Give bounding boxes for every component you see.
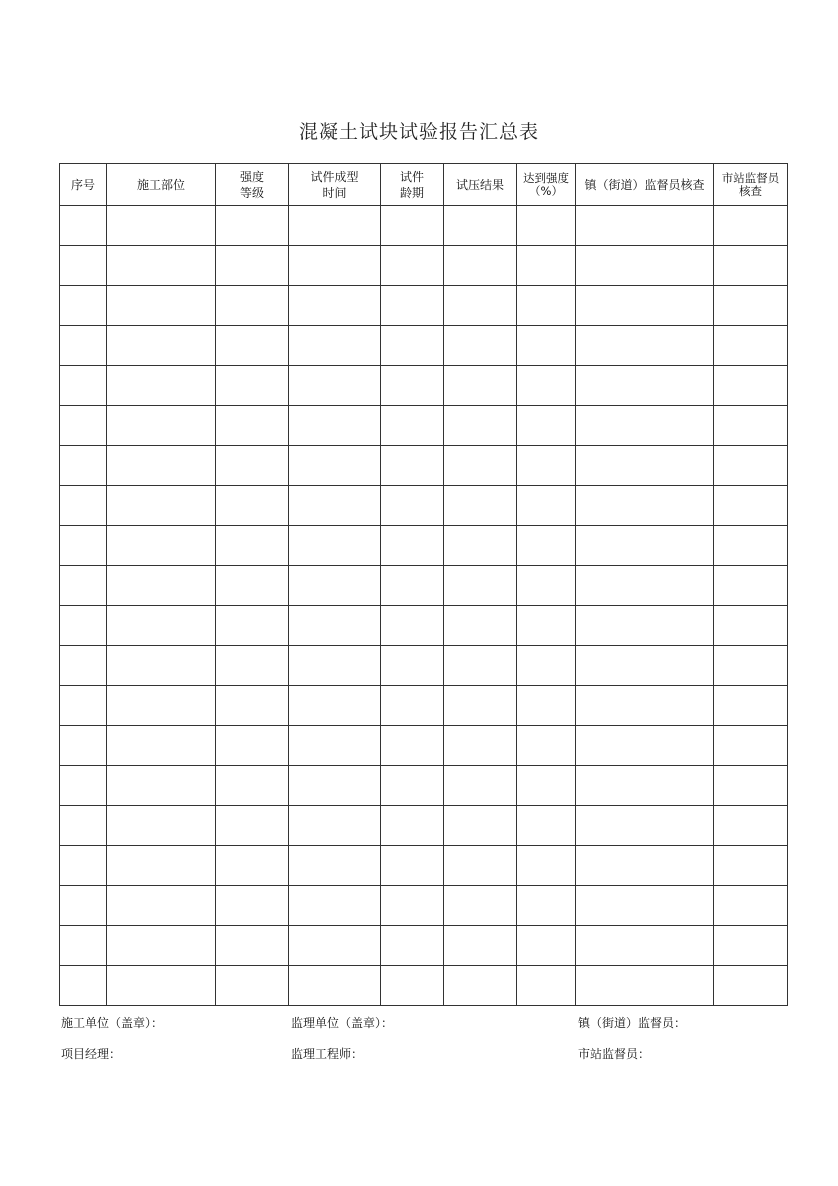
table-cell[interactable]: [444, 766, 517, 806]
table-cell[interactable]: [517, 246, 576, 286]
supervision-unit-label: 监理单位（盖章）：: [291, 1016, 394, 1030]
table-row: [60, 206, 788, 246]
table-cell[interactable]: [576, 966, 714, 1006]
table-cell[interactable]: [216, 806, 289, 846]
table-cell[interactable]: [576, 686, 714, 726]
table-cell[interactable]: [576, 446, 714, 486]
table-cell[interactable]: [289, 926, 381, 966]
table-cell[interactable]: [289, 406, 381, 446]
table-cell[interactable]: [576, 406, 714, 446]
table-cell[interactable]: [107, 526, 216, 566]
table-cell[interactable]: [576, 886, 714, 926]
table-cell[interactable]: [444, 646, 517, 686]
table-cell[interactable]: [289, 366, 381, 406]
table-cell[interactable]: [107, 726, 216, 766]
table-cell[interactable]: [444, 606, 517, 646]
table-cell[interactable]: [381, 486, 444, 526]
table-row: [60, 606, 788, 646]
table-cell[interactable]: [517, 366, 576, 406]
table-cell[interactable]: [714, 286, 788, 326]
table-cell[interactable]: [107, 406, 216, 446]
table-cell[interactable]: [576, 526, 714, 566]
table-cell[interactable]: [381, 406, 444, 446]
table-cell[interactable]: [216, 966, 289, 1006]
table-row: [60, 886, 788, 926]
table-row: [60, 326, 788, 366]
table-cell[interactable]: [107, 806, 216, 846]
table-cell[interactable]: [107, 766, 216, 806]
table-cell[interactable]: [517, 646, 576, 686]
table-cell[interactable]: [289, 726, 381, 766]
table-cell[interactable]: [444, 246, 517, 286]
column-header-line: 时间: [322, 185, 347, 200]
table-cell[interactable]: [381, 646, 444, 686]
column-header: [107, 164, 216, 206]
table-cell[interactable]: [216, 286, 289, 326]
table-row: [60, 366, 788, 406]
table-cell[interactable]: [60, 526, 107, 566]
table-cell[interactable]: [444, 846, 517, 886]
table-cell[interactable]: [444, 446, 517, 486]
table-cell[interactable]: [517, 806, 576, 846]
table-cell[interactable]: [289, 806, 381, 846]
table-cell[interactable]: [381, 846, 444, 886]
table-cell[interactable]: [714, 326, 788, 366]
table-cell[interactable]: [289, 486, 381, 526]
table-cell[interactable]: [60, 446, 107, 486]
table-cell[interactable]: [107, 366, 216, 406]
table-cell[interactable]: [107, 566, 216, 606]
table-row: [60, 926, 788, 966]
table-cell[interactable]: [381, 246, 444, 286]
table-cell[interactable]: [714, 846, 788, 886]
table-cell[interactable]: [714, 886, 788, 926]
table-cell[interactable]: [444, 566, 517, 606]
table-cell[interactable]: [576, 566, 714, 606]
table-cell[interactable]: [517, 206, 576, 246]
table-cell[interactable]: [216, 526, 289, 566]
table-cell[interactable]: [444, 486, 517, 526]
column-header: [444, 164, 517, 206]
table-cell[interactable]: [107, 486, 216, 526]
table-cell[interactable]: [289, 246, 381, 286]
table-row: [60, 846, 788, 886]
table-row: [60, 526, 788, 566]
column-header-line: 试件: [399, 169, 424, 184]
table-cell[interactable]: [216, 646, 289, 686]
table-cell[interactable]: [216, 486, 289, 526]
table-cell[interactable]: [60, 926, 107, 966]
table-cell[interactable]: [381, 286, 444, 326]
table-cell[interactable]: [576, 486, 714, 526]
table-cell[interactable]: [216, 886, 289, 926]
column-header: [216, 164, 289, 206]
table-cell[interactable]: [714, 566, 788, 606]
table-cell[interactable]: [289, 686, 381, 726]
table-cell[interactable]: [289, 206, 381, 246]
table-cell[interactable]: [444, 686, 517, 726]
column-header: [60, 164, 107, 206]
table-row: [60, 406, 788, 446]
table-cell[interactable]: [216, 206, 289, 246]
table-cell[interactable]: [576, 326, 714, 366]
table-cell[interactable]: [444, 966, 517, 1006]
table-cell[interactable]: [517, 526, 576, 566]
table-cell[interactable]: [289, 566, 381, 606]
table-cell[interactable]: [289, 326, 381, 366]
table-cell[interactable]: [60, 606, 107, 646]
table-cell[interactable]: [444, 286, 517, 326]
table-cell[interactable]: [381, 966, 444, 1006]
table-cell[interactable]: [517, 446, 576, 486]
table-cell[interactable]: [381, 726, 444, 766]
table-cell[interactable]: [216, 726, 289, 766]
table-row: [60, 486, 788, 526]
table-cell[interactable]: [714, 206, 788, 246]
table-cell[interactable]: [289, 766, 381, 806]
table-cell[interactable]: [289, 286, 381, 326]
table-cell[interactable]: [381, 766, 444, 806]
table-cell[interactable]: [381, 446, 444, 486]
table-cell[interactable]: [60, 486, 107, 526]
table-cell[interactable]: [216, 566, 289, 606]
table-cell[interactable]: [60, 286, 107, 326]
town-supervisor-label: 镇（街道）监督员：: [578, 1016, 687, 1030]
table-cell[interactable]: [107, 206, 216, 246]
table-cell[interactable]: [517, 926, 576, 966]
table-cell[interactable]: [107, 246, 216, 286]
table-cell[interactable]: [517, 686, 576, 726]
table-cell[interactable]: [216, 326, 289, 366]
table-cell[interactable]: [289, 606, 381, 646]
table-cell[interactable]: [714, 686, 788, 726]
table-cell[interactable]: [107, 606, 216, 646]
table-row: [60, 646, 788, 686]
table-cell[interactable]: [714, 726, 788, 766]
column-header-line: 镇（街道）监督员核查: [584, 177, 705, 192]
table-cell[interactable]: [714, 486, 788, 526]
table-cell[interactable]: [107, 846, 216, 886]
table-cell[interactable]: [60, 966, 107, 1006]
table-cell[interactable]: [576, 806, 714, 846]
table-cell[interactable]: [381, 806, 444, 846]
table-cell[interactable]: [517, 286, 576, 326]
table-cell[interactable]: [576, 246, 714, 286]
table-cell[interactable]: [381, 606, 444, 646]
table-cell[interactable]: [381, 366, 444, 406]
summary-table: [59, 163, 788, 1006]
table-cell[interactable]: [289, 646, 381, 686]
table-cell[interactable]: [107, 286, 216, 326]
table-cell[interactable]: [517, 726, 576, 766]
column-header: [289, 164, 381, 206]
table-cell[interactable]: [60, 846, 107, 886]
table-cell[interactable]: [444, 726, 517, 766]
table-cell[interactable]: [714, 366, 788, 406]
table-cell[interactable]: [444, 806, 517, 846]
table-cell[interactable]: [381, 526, 444, 566]
table-cell[interactable]: [576, 766, 714, 806]
table-cell[interactable]: [289, 846, 381, 886]
column-header-line: 等级: [239, 185, 264, 200]
table-cell[interactable]: [60, 246, 107, 286]
table-cell[interactable]: [714, 446, 788, 486]
table-row: [60, 686, 788, 726]
table-cell[interactable]: [60, 726, 107, 766]
column-header-line: 核查: [739, 183, 762, 198]
table-cell[interactable]: [517, 886, 576, 926]
table-cell[interactable]: [381, 206, 444, 246]
table-cell[interactable]: [60, 206, 107, 246]
construction-unit-label: 施工单位（盖章）：: [61, 1016, 164, 1030]
table-cell[interactable]: [444, 366, 517, 406]
table-cell[interactable]: [216, 846, 289, 886]
table-cell[interactable]: [289, 526, 381, 566]
table-cell[interactable]: [576, 366, 714, 406]
table-cell[interactable]: [216, 446, 289, 486]
table-cell[interactable]: [444, 926, 517, 966]
table-cell[interactable]: [576, 646, 714, 686]
column-header-line: 达到强度: [523, 170, 569, 185]
table-cell[interactable]: [714, 766, 788, 806]
table-cell[interactable]: [216, 926, 289, 966]
table-cell[interactable]: [381, 926, 444, 966]
table-cell[interactable]: [517, 606, 576, 646]
table-cell[interactable]: [107, 686, 216, 726]
table-row: [60, 766, 788, 806]
city-supervisor-label: 市站监督员：: [578, 1047, 651, 1061]
table-cell[interactable]: [714, 806, 788, 846]
table-cell[interactable]: [381, 566, 444, 606]
table-cell[interactable]: [444, 206, 517, 246]
table-cell[interactable]: [60, 566, 107, 606]
table-cell[interactable]: [714, 646, 788, 686]
table-cell[interactable]: [216, 686, 289, 726]
table-cell[interactable]: [714, 606, 788, 646]
supervision-engineer-label: 监理工程师：: [291, 1047, 364, 1061]
table-row: [60, 726, 788, 766]
column-header-line: 试件成型: [310, 169, 359, 184]
table-cell[interactable]: [576, 206, 714, 246]
table-header-row: [60, 164, 788, 206]
table-cell[interactable]: [517, 766, 576, 806]
table-cell[interactable]: [381, 326, 444, 366]
table-cell[interactable]: [60, 766, 107, 806]
table-cell[interactable]: [60, 406, 107, 446]
table-cell[interactable]: [517, 846, 576, 886]
table-cell[interactable]: [107, 446, 216, 486]
table-cell[interactable]: [107, 926, 216, 966]
column-header: [576, 164, 714, 206]
table-cell[interactable]: [714, 246, 788, 286]
table-cell[interactable]: [714, 926, 788, 966]
column-header-line: 市站监督员: [721, 170, 780, 185]
table-cell[interactable]: [216, 366, 289, 406]
table-cell[interactable]: [444, 326, 517, 366]
table-cell[interactable]: [107, 326, 216, 366]
table-cell[interactable]: [576, 846, 714, 886]
table-cell[interactable]: [576, 286, 714, 326]
table-cell[interactable]: [381, 886, 444, 926]
table-row: [60, 566, 788, 606]
table-cell[interactable]: [444, 526, 517, 566]
table-body: [60, 206, 788, 1006]
column-header: [381, 164, 444, 206]
column-header-line: 试压结果: [455, 177, 504, 192]
table-cell[interactable]: [107, 646, 216, 686]
table-cell[interactable]: [576, 926, 714, 966]
table-cell[interactable]: [60, 806, 107, 846]
table-cell[interactable]: [289, 966, 381, 1006]
table-cell[interactable]: [216, 606, 289, 646]
column-header-line: 序号: [70, 177, 95, 192]
table-cell[interactable]: [714, 966, 788, 1006]
table-row: [60, 286, 788, 326]
table-cell[interactable]: [107, 966, 216, 1006]
table-cell[interactable]: [289, 886, 381, 926]
column-header-line: 龄期: [399, 185, 424, 200]
table-cell[interactable]: [576, 606, 714, 646]
table-cell[interactable]: [517, 406, 576, 446]
table-cell[interactable]: [60, 886, 107, 926]
table-row: [60, 246, 788, 286]
table-cell[interactable]: [517, 966, 576, 1006]
column-header-line: 施工部位: [136, 177, 185, 192]
column-header: [714, 164, 788, 206]
table-cell[interactable]: [517, 326, 576, 366]
column-header-line: （%）: [529, 183, 563, 198]
table-cell[interactable]: [60, 366, 107, 406]
table-cell[interactable]: [216, 246, 289, 286]
table-cell[interactable]: [714, 526, 788, 566]
table-cell[interactable]: [60, 326, 107, 366]
table-cell[interactable]: [576, 726, 714, 766]
table-cell[interactable]: [517, 566, 576, 606]
table-cell[interactable]: [289, 446, 381, 486]
table-row: [60, 806, 788, 846]
column-header: [517, 164, 576, 206]
table-cell[interactable]: [714, 406, 788, 446]
table-cell[interactable]: [216, 406, 289, 446]
table-cell[interactable]: [107, 886, 216, 926]
project-manager-label: 项目经理：: [61, 1047, 122, 1061]
table-cell[interactable]: [381, 686, 444, 726]
table-cell[interactable]: [216, 766, 289, 806]
table-row: [60, 446, 788, 486]
table-row: [60, 966, 788, 1006]
table-cell[interactable]: [444, 406, 517, 446]
page-title: 混凝土试块试验报告汇总表: [298, 121, 539, 143]
column-header-line: 强度: [239, 169, 264, 184]
table-cell[interactable]: [60, 646, 107, 686]
table-cell[interactable]: [517, 486, 576, 526]
table-cell[interactable]: [444, 886, 517, 926]
table-cell[interactable]: [60, 686, 107, 726]
